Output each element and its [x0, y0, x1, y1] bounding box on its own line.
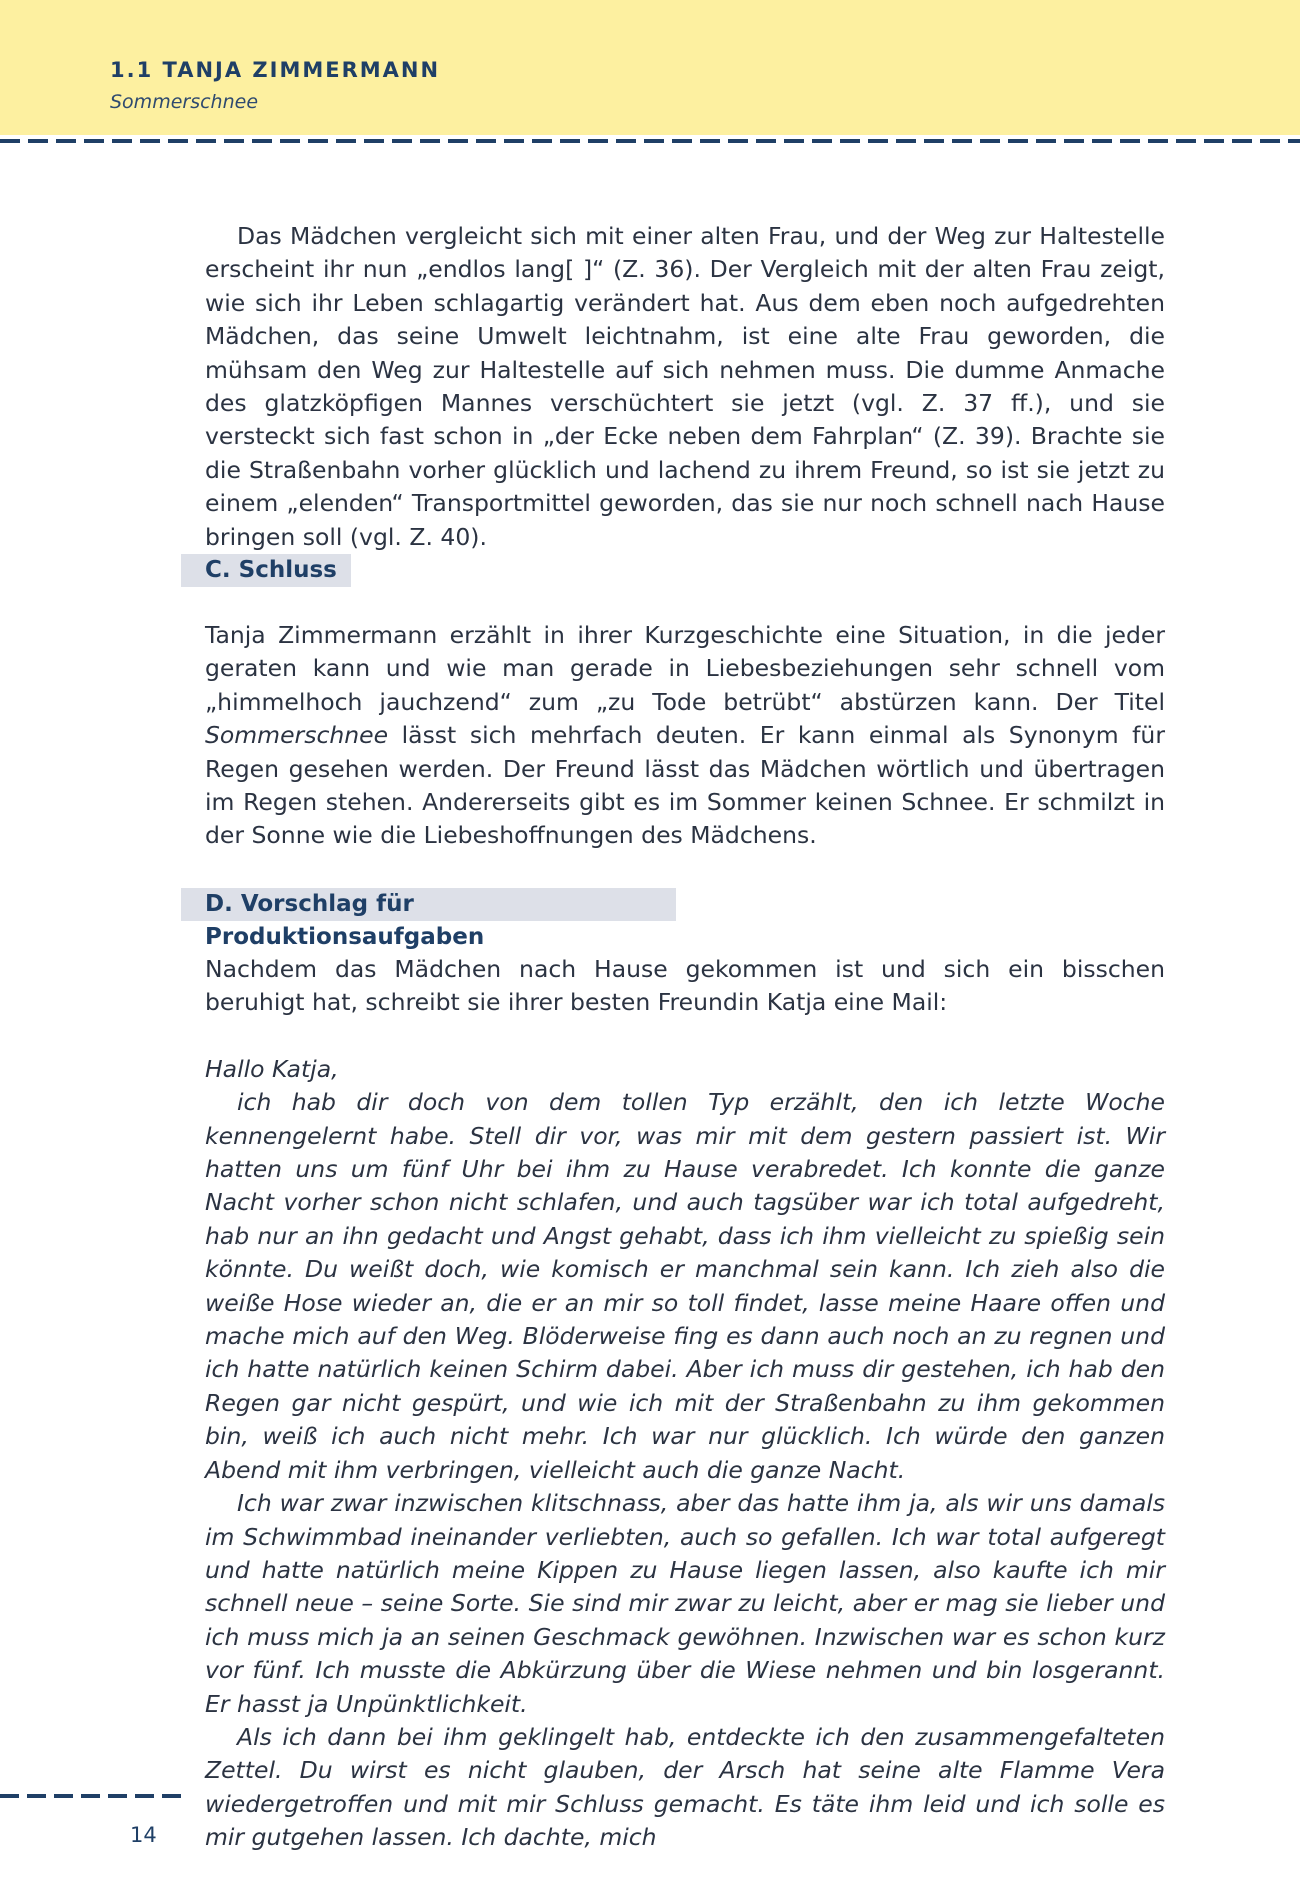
mail-paragraph-3: Als ich dann bei ihm geklingelt hab, entdeckte ich den zusammengefalteten Zettel. Du wirst es nicht glauben, der Arsch hat seine alte Flamme Vera wiedergetroffen und mit mir Schluss gemacht. Es täte ihm leid und ich solle es mir gutgehen lassen. Ich dachte, mich [205, 1722, 1165, 1852]
footer-dashed-divider [0, 1794, 182, 1798]
section-heading-d: D. Vorschlag für Produktionsaufgaben [181, 888, 676, 921]
conclusion-text-start: Tanja Zimmermann erzählt in ihrer Kurzgeschichte eine Situation, in die jeder geraten kann und wie man gerade in Liebesbeziehungen sehr schnell vom „himmelhoch jauchzend“ zum „zu Tode betrübt“ abstürzen kann. Der Titel [205, 621, 1165, 716]
chapter-title: 1.1 TANJA ZIMMERMANN [110, 58, 441, 82]
section-heading-c: C. Schluss [181, 554, 351, 587]
intro-section [205, 220, 1165, 554]
mail-greeting: Hallo Katja, [205, 1054, 339, 1083]
task-intro: Nachdem das Mädchen nach Hause gekommen ist und sich ein bisschen beruhigt hat, schreibt sie ihrer besten Freundin Katja eine Mail: [205, 955, 1165, 1017]
page-number: 14 [130, 1823, 157, 1847]
mail-paragraph-2: Ich war zwar inzwischen klitschnass, aber das hatte ihm ja, als wir uns damals im Schwimmbad ineinander verliebten, auch so gefallen. Ich war total aufgeregt und hatte natürlich meine Kippen zu Hause liegen lassen, also kaufte ich mir schnell neue – seine Sorte. Sie sind mir zwar zu leicht, aber er mag sie lieber und ich muss mich ja an seinen Geschmack gewöhnen. Inzwischen war es schon kurz vor fünf. Ich musste die Abkürzung über die Wiese nehmen und bin losgerannt. Er hasst ja Unpünktlichkeit. [205, 1489, 1165, 1718]
story-title: Sommerschnee [205, 721, 389, 750]
chapter-subtitle: Sommerschnee [110, 91, 259, 113]
section-d-body [205, 953, 1165, 1855]
conclusion-text-end: lässt sich mehrfach deuten. Er kann einmal als Synonym für Regen gesehen werden. Der Freund lässt das Mädchen wörtlich und übertragen im Regen stehen. Andererseits gibt es im Sommer keinen Schnee. Er schmilzt in der Sonne wie die Liebeshoffnungen des Mädchens. [205, 721, 1165, 850]
intro-paragraph: Das Mädchen vergleicht sich mit einer alten Frau, und der Weg zur Haltestelle erscheint ihr nun „endlos lang[ ]“ (Z. 36). Der Vergleich mit der alten Frau zeigt, wie sich ihr Leben schlagartig verändert hat. Aus dem eben noch aufgedrehten Mädchen, das seine Umwelt leichtnahm, ist eine alte Frau geworden, die mühsam den Weg zur Haltestelle auf sich nehmen muss. Die dumme Anmache des glatzköpfigen Mannes verschüchtert sie jetzt (vgl. Z. 37 ff.), und sie versteckt sich fast schon in „der Ecke neben dem Fahrplan“ (Z. 39). Brachte sie die Straßenbahn vorher glücklich und lachend zu ihrem Freund, so ist sie jetzt zu einem „elenden“ Transportmittel geworden, das sie nur noch schnell nach Hause bringen soll (vgl. Z. 40). [205, 222, 1165, 551]
section-c-body [205, 619, 1165, 853]
mail-paragraph-1: ich hab dir doch von dem tollen Typ erzählt, den ich letzte Woche kennengelernt habe. Stell dir vor, was mir mit dem gestern passiert ist. Wir hatten uns um fünf Uhr bei ihm zu Hause verabredet. Ich konnte die ganze Nacht vorher schon nicht schlafen, und auch tagsüber war ich total aufgedreht, hab nur an ihn gedacht und Angst gehabt, dass ich ihm vielleicht zu spießig sein könnte. Du weißt doch, wie komisch er manchmal sein kann. Ich zieh also die weiße Hose wieder an, die er an mir so toll findet, lasse meine Haare offen und mache mich auf den Weg. Blöderweise fing es dann auch noch an zu regnen und ich hatte natürlich keinen Schirm dabei. Aber ich muss dir gestehen, ich hab den Regen gar nicht gespürt, und wie ich mit der Straßenbahn zu ihm gekommen bin, weiß ich auch nicht mehr. Ich war nur glücklich. Ich würde den ganzen Abend mit ihm verbringen, vielleicht auch die ganze Nacht. [205, 1088, 1165, 1484]
conclusion-paragraph [205, 619, 1165, 853]
header-dashed-divider [0, 139, 1300, 143]
page-header [0, 0, 1300, 135]
